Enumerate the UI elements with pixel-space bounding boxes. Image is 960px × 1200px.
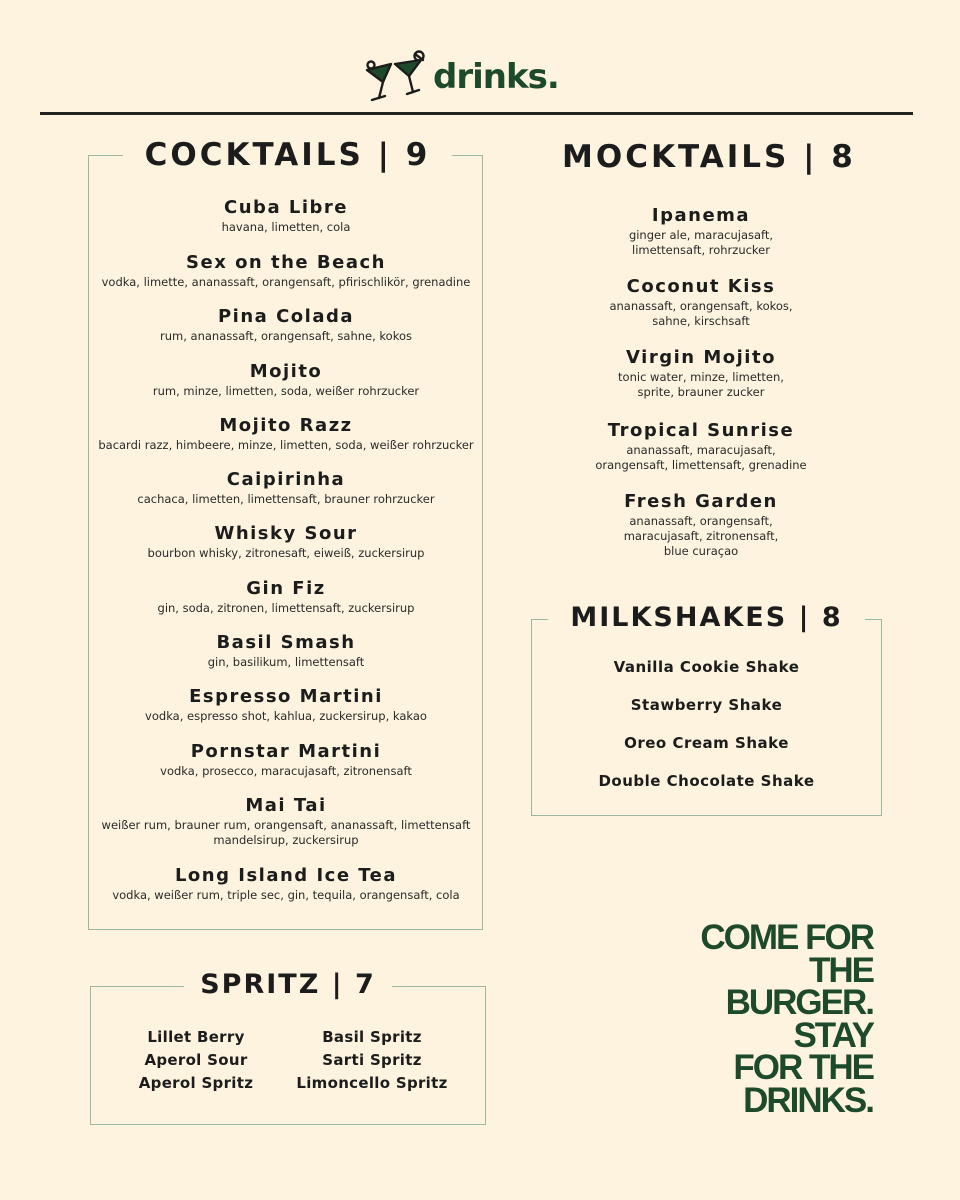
description-line: ananassaft, maracujasaft, (626, 443, 776, 457)
menu-item (90, 743, 482, 779)
item-description (570, 228, 832, 258)
item-name: Fresh Garden (624, 491, 778, 512)
item-description (90, 546, 482, 561)
description-line: vodka, espresso shot, kahlua, zuckersirup, kakao (145, 709, 427, 723)
logo-text: drinks. (433, 57, 559, 97)
item-name: Pornstar Martini (190, 741, 382, 762)
milkshake-item: Double Chocolate Shake (598, 772, 815, 790)
cocktail-glasses-icon (363, 50, 427, 108)
description-line: havana, limetten, cola (221, 220, 351, 234)
item-name: Virgin Mojito (626, 347, 776, 368)
description-line: ananassaft, orangensaft, kokos, (609, 299, 793, 313)
description-line: sprite, brauner zucker (637, 385, 765, 399)
item-description (90, 384, 482, 399)
item-description (90, 275, 482, 290)
item-description (570, 370, 832, 400)
item-name: Whisky Sour (214, 523, 358, 544)
menu-item (90, 199, 482, 235)
menu-item (90, 688, 482, 724)
item-description (90, 220, 482, 235)
item-description (90, 709, 482, 724)
description-line: rum, minze, limetten, soda, weißer rohrzucker (152, 384, 420, 398)
mocktails-title: MOCKTAILS | 8 (562, 139, 856, 175)
item-description (90, 818, 482, 848)
description-line: mandelsirup, zuckersirup (213, 833, 359, 847)
item-description (90, 492, 482, 507)
item-name: Ipanema (651, 205, 751, 226)
description-line: bourbon whisky, zitronesaft, eiweiß, zuckersirup (147, 546, 425, 560)
item-description (90, 329, 482, 344)
menu-item (570, 278, 832, 329)
description-line: ananassaft, orangensaft, (629, 514, 773, 528)
milkshake-item: Stawberry Shake (630, 696, 783, 714)
description-line: bacardi razz, himbeere, minze, limetten, soda, weißer rohrzucker (98, 438, 474, 452)
spritz-item: Sarti Spritz (322, 1051, 422, 1069)
item-name: Sex on the Beach (186, 252, 386, 273)
item-name: Mojito Razz (219, 415, 353, 436)
menu-item (90, 580, 482, 616)
menu-item (90, 525, 482, 561)
menu-item (90, 867, 482, 903)
description-line: blue curaçao (663, 544, 739, 558)
item-description (570, 443, 832, 473)
item-name: Gin Fiz (246, 578, 326, 599)
description-line: sahne, kirschsaft (652, 314, 750, 328)
slogan-line: THE (809, 950, 873, 990)
menu-item (90, 417, 482, 453)
description-line: orangensaft, limettensaft, grenadine (595, 458, 807, 472)
spritz-title: SPRITZ | 7 (90, 971, 486, 998)
description-line: limettensaft, rohrzucker (632, 243, 770, 257)
item-description (90, 655, 482, 670)
menu-item (90, 471, 482, 507)
description-line: maracujasaft, zitronensaft, (623, 529, 779, 543)
milkshake-item: Vanilla Cookie Shake (613, 658, 800, 676)
slogan-line: STAY (793, 1015, 873, 1055)
header-divider (40, 112, 913, 115)
item-name: Tropical Sunrise (607, 420, 795, 441)
milkshakes-title: MILKSHAKES | 8 (531, 604, 882, 631)
slogan-line: DRINKS. (743, 1080, 873, 1120)
spritz-item: Limoncello Spritz (296, 1074, 448, 1092)
item-description (90, 888, 482, 903)
cocktails-title: COCKTAILS | 9 (0, 140, 575, 171)
item-name: Espresso Martini (189, 686, 383, 707)
item-description (90, 438, 482, 453)
item-description (570, 299, 832, 329)
spritz-item: Aperol Sour (144, 1051, 248, 1069)
spritz-item: Basil Spritz (322, 1028, 422, 1046)
menu-item (570, 493, 832, 559)
spritz-item: Lillet Berry (147, 1028, 245, 1046)
description-line: vodka, weißer rum, triple sec, gin, tequila, orangensaft, cola (112, 888, 460, 902)
description-line: cachaca, limetten, limettensaft, brauner rohrzucker (137, 492, 435, 506)
item-name: Cuba Libre (224, 197, 348, 218)
menu-item (90, 308, 482, 344)
item-name: Mai Tai (245, 795, 327, 816)
description-line: gin, basilikum, limettensaft (207, 655, 365, 669)
menu-item (90, 797, 482, 848)
description-line: vodka, prosecco, maracujasaft, zitronensaft (160, 764, 412, 778)
menu-item (570, 349, 832, 400)
item-name: Basil Smash (216, 632, 356, 653)
menu-item (90, 254, 482, 290)
item-description (90, 764, 482, 779)
menu-item (90, 634, 482, 670)
description-line: weißer rum, brauner rum, orangensaft, ananassaft, limettensaft (101, 818, 471, 832)
item-name: Pina Colada (217, 306, 354, 327)
description-line: gin, soda, zitronen, limettensaft, zuckersirup (157, 601, 415, 615)
item-name: Coconut Kiss (626, 276, 776, 297)
item-name: Mojito (249, 361, 323, 382)
item-name: Long Island Ice Tea (174, 865, 398, 886)
spritz-item: Aperol Spritz (138, 1074, 254, 1092)
description-line: ginger ale, maracujasaft, (628, 228, 774, 242)
item-description (90, 601, 482, 616)
description-line: tonic water, minze, limetten, (618, 370, 784, 384)
description-line: vodka, limette, ananassaft, orangensaft, pfirischlikör, grenadine (101, 275, 471, 289)
slogan-line: COME FOR (700, 918, 873, 957)
slogan-line: FOR THE (733, 1048, 873, 1087)
description-line: rum, ananassaft, orangensaft, sahne, kokos (160, 329, 412, 343)
item-name: Caipirinha (226, 469, 346, 490)
menu-item (90, 363, 482, 399)
slogan-line: BURGER. (725, 983, 873, 1022)
menu-item (570, 207, 832, 258)
menu-item (570, 422, 832, 473)
item-description (570, 514, 832, 559)
milkshake-item: Oreo Cream Shake (624, 734, 789, 752)
slogan (683, 918, 873, 1120)
